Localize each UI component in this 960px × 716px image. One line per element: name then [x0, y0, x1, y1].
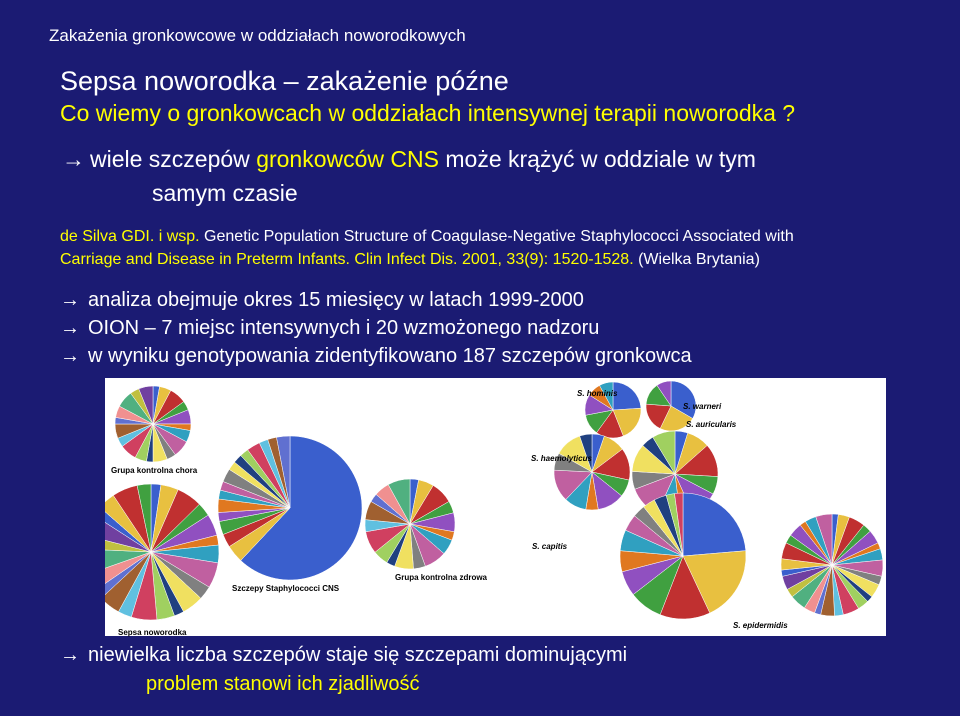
arrow-bullet-icon: →	[60, 644, 80, 666]
label-capitis: S. capitis	[532, 542, 568, 551]
highlight-cns: gronkowców CNS	[256, 146, 439, 172]
bullet-strains: → wiele szczepów gronkowców CNS może krążyć w oddziale w tym	[62, 146, 756, 172]
label-control-healthy: Grupa kontrolna zdrowa	[395, 573, 488, 582]
slide-subtitle: Co wiemy o gronkowcach w oddziałach intensywnej terapii noworodka ?	[60, 100, 796, 126]
label-warneri: S. warneri	[683, 402, 722, 411]
arrow-bullet-icon: →	[62, 146, 85, 172]
pie-control-sick	[115, 386, 191, 462]
label-hominis: S. hominis	[577, 389, 618, 398]
pie-haemolyticus	[554, 434, 630, 510]
pie-charts-drawing	[105, 378, 886, 636]
pie-capitis	[620, 493, 746, 619]
bullet-strains-line2: samym czasie	[152, 180, 298, 206]
label-auricularis: S. auricularis	[686, 420, 737, 429]
bullet-genotyping: → w wyniku genotypowania zidentyfikowano 187 szczepów gronkowca	[60, 345, 692, 367]
slide-title: Sepsa noworodka – zakażenie późne	[60, 66, 509, 96]
pie-charts-figure	[105, 378, 886, 636]
reference-line1: de Silva GDI. i wsp. Genetic Population Structure of Coagulase-Negative Staphylococci Associated with	[60, 228, 794, 245]
label-sepsis: Sepsa noworodka	[118, 628, 187, 637]
pie-slice	[683, 493, 746, 556]
arrow-bullet-icon: →	[60, 345, 80, 367]
pie-epidermidis	[781, 514, 883, 616]
arrow-bullet-icon: →	[60, 317, 80, 339]
bullet-units: → OION – 7 miejsc intensywnych i 20 wzmożonego nadzoru	[60, 317, 600, 339]
slide-header: Zakażenia gronkowcowe w oddziałach noworodkowych	[49, 26, 466, 45]
label-epidermidis: S. epidermidis	[733, 621, 788, 630]
bullet-dominant: → niewielka liczba szczepów staje się szczepami dominującymi	[60, 644, 628, 666]
label-control-sick: Grupa kontrolna chora	[111, 466, 198, 475]
pie-sepsis	[105, 484, 219, 620]
label-cns-strains: Szczepy Staphylococci CNS	[232, 584, 340, 593]
reference-line2: Carriage and Disease in Preterm Infants. Clin Infect Dis. 2001, 33(9): 1520-1528. (Wielka Brytania)	[60, 251, 760, 268]
pie-cns-strains	[218, 436, 362, 580]
label-haemolyticus: S. haemolyticus	[531, 454, 592, 463]
arrow-bullet-icon: →	[60, 289, 80, 311]
bullet-virulence: problem stanowi ich zjadliwość	[146, 673, 420, 695]
bullet-period: → analiza obejmuje okres 15 miesięcy w latach 1999-2000	[60, 289, 584, 311]
pie-control-healthy	[365, 479, 455, 569]
